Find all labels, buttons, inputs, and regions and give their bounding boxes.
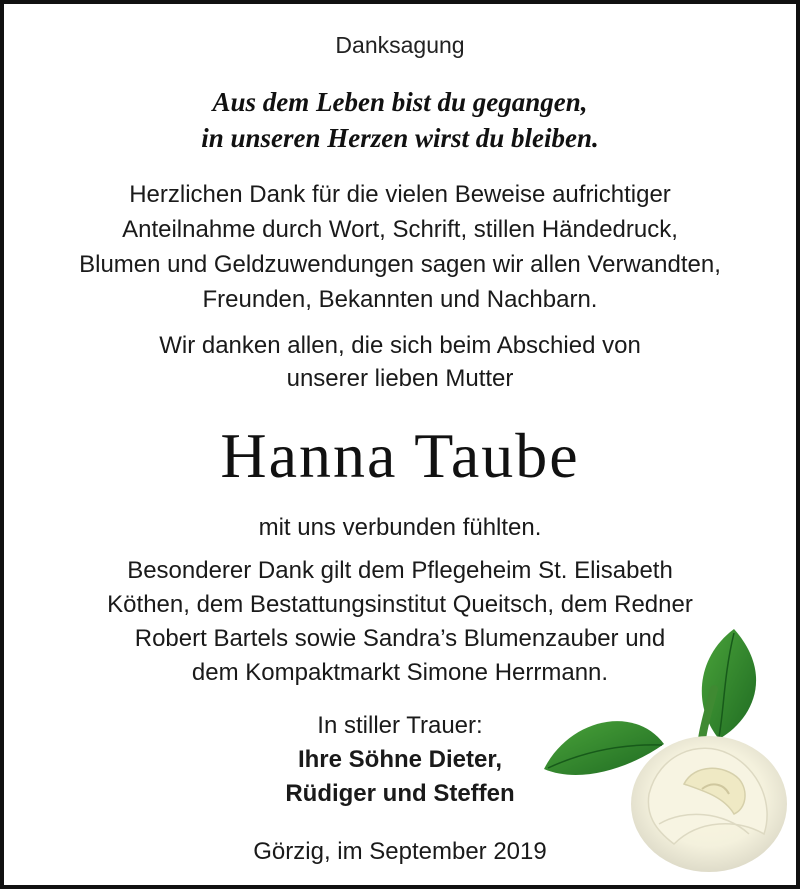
thanks-line: Freunden, Bekannten und Nachbarn. (202, 286, 598, 313)
connected-line: mit uns verbunden fühlten. (258, 514, 542, 541)
farewell-paragraph (4, 329, 796, 395)
verse (4, 84, 796, 156)
mourning-intro: In stiller Trauer: (317, 712, 483, 739)
farewell-line: Wir danken allen, die sich beim Abschied von (159, 332, 641, 359)
mourning-names-line: Ihre Söhne Dieter, (297, 746, 503, 773)
place-and-date: Görzig, im September 2019 (253, 838, 547, 865)
special-thanks-line: Köthen, dem Bestattungsinstitut Queitsch, dem Redner (107, 591, 693, 618)
mourning-block (4, 709, 796, 811)
thanks-line: Anteilnahme durch Wort, Schrift, stillen Händedruck, (122, 216, 678, 243)
farewell-line: unserer lieben Mutter (286, 365, 514, 392)
deceased-name: Hanna Taube (220, 420, 580, 491)
special-thanks-line: Robert Bartels sowie Sandra’s Blumenzauber und (134, 625, 666, 652)
verse-line: in unseren Herzen wirst du bleiben. (201, 123, 599, 153)
heading: Danksagung (335, 32, 465, 58)
special-thanks-line: Besonderer Dank gilt dem Pflegeheim St. Elisabeth (127, 557, 673, 584)
special-thanks-line: dem Kompaktmarkt Simone Herrmann. (191, 659, 609, 686)
thanks-paragraph (4, 177, 796, 317)
verse-line: Aus dem Leben bist du gegangen, (212, 87, 588, 117)
thanks-line: Blumen und Geldzuwendungen sagen wir allen Verwandten, (79, 251, 721, 278)
mourning-names-line: Rüdiger und Steffen (285, 780, 515, 807)
thanks-line: Herzlichen Dank für die vielen Beweise aufrichtiger (129, 181, 671, 208)
